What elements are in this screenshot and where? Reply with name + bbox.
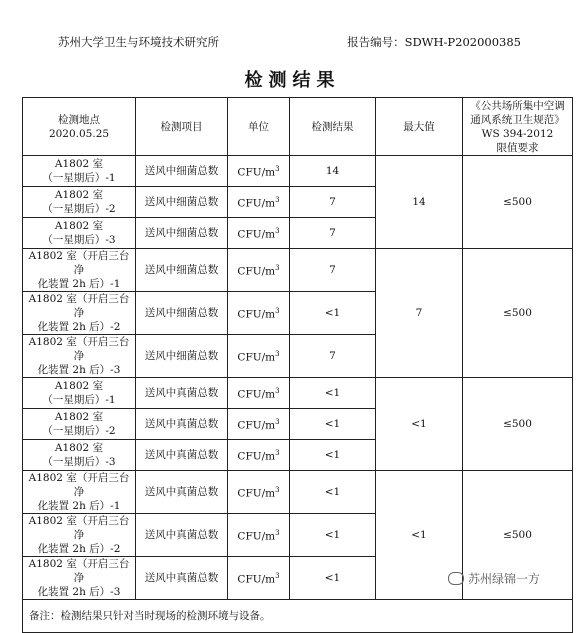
report-header (58, 34, 521, 50)
location-cell: A1802 室 （一星期后）-1 (23, 378, 136, 409)
result-cell: <1 (290, 514, 376, 557)
unit-superscript: 3 (275, 529, 280, 538)
item-cell: 送风中真菌总数 (136, 378, 228, 409)
location-cell: A1802 室 （一星期后）-3 (23, 218, 136, 249)
location-cell: A1802 室 （一星期后）-2 (23, 187, 136, 218)
unit-text: CFU/m (237, 308, 276, 321)
unit-superscript: 3 (275, 196, 280, 205)
table-row (23, 378, 573, 409)
limit-cell: ≤500 (463, 378, 573, 471)
result-cell: 14 (290, 156, 376, 187)
item-cell: 送风中真菌总数 (136, 514, 228, 557)
unit-superscript: 3 (275, 227, 280, 236)
unit-superscript: 3 (275, 165, 280, 174)
unit-cell (228, 471, 290, 514)
unit-cell (228, 409, 290, 440)
col-unit: 单位 (228, 98, 290, 156)
unit-cell (228, 557, 290, 600)
unit-superscript: 3 (275, 264, 280, 273)
location-cell: A1802 室 （一星期后）-1 (23, 156, 136, 187)
result-cell: <1 (290, 471, 376, 514)
max-cell: <1 (376, 471, 463, 600)
item-cell: 送风中真菌总数 (136, 557, 228, 600)
item-cell: 送风中细菌总数 (136, 218, 228, 249)
result-cell: <1 (290, 378, 376, 409)
location-cell: A1802 室（开启三台净 化装置 2h 后）-1 (23, 249, 136, 292)
result-cell: 7 (290, 187, 376, 218)
col-item: 检测项目 (136, 98, 228, 156)
unit-text: CFU/m (237, 450, 276, 463)
unit-text: CFU/m (237, 197, 276, 210)
location-cell: A1802 室（开启三台净 化装置 2h 后）-3 (23, 557, 136, 600)
unit-cell (228, 156, 290, 187)
result-cell: <1 (290, 557, 376, 600)
max-cell: 7 (376, 249, 463, 378)
item-cell: 送风中细菌总数 (136, 156, 228, 187)
unit-cell (228, 335, 290, 378)
unit-text: CFU/m (237, 419, 276, 432)
limit-cell: ≤500 (463, 156, 573, 249)
limit-cell: ≤500 (463, 471, 573, 600)
unit-text: CFU/m (237, 487, 276, 500)
results-table (22, 97, 573, 633)
location-cell: A1802 室（开启三台净 化装置 2h 后）-3 (23, 335, 136, 378)
unit-text: CFU/m (237, 530, 276, 543)
watermark (448, 570, 540, 587)
institute-name: 苏州大学卫生与环境技术研究所 (58, 35, 219, 49)
unit-superscript: 3 (275, 449, 280, 458)
unit-text: CFU/m (237, 228, 276, 241)
page-title: 检测结果 (244, 70, 341, 91)
report-number: 报告编号：SDWH-P202000385 (347, 35, 521, 49)
result-cell: <1 (290, 409, 376, 440)
unit-cell (228, 218, 290, 249)
unit-cell (228, 378, 290, 409)
item-cell: 送风中细菌总数 (136, 292, 228, 335)
table-row (23, 249, 573, 292)
unit-superscript: 3 (275, 387, 280, 396)
table-header-row (23, 98, 573, 156)
result-cell: 7 (290, 335, 376, 378)
result-cell: <1 (290, 292, 376, 335)
wechat-icon (448, 572, 464, 585)
item-cell: 送风中细菌总数 (136, 187, 228, 218)
unit-text: CFU/m (237, 166, 276, 179)
watermark-text: 苏州绿锦一方 (468, 572, 541, 586)
location-cell: A1802 室（开启三台净 化装置 2h 后）-1 (23, 471, 136, 514)
note-row (23, 600, 573, 633)
location-cell: A1802 室 （一星期后）-2 (23, 409, 136, 440)
unit-text: CFU/m (237, 388, 276, 401)
unit-cell (228, 187, 290, 218)
table-row (23, 156, 573, 187)
location-cell: A1802 室（开启三台净 化装置 2h 后）-2 (23, 292, 136, 335)
col-standard: 《公共场所集中空调 通风系统卫生规范》 WS 394-2012 限值要求 (463, 98, 573, 156)
max-cell: 14 (376, 156, 463, 249)
result-cell: 7 (290, 249, 376, 292)
item-cell: 送风中细菌总数 (136, 249, 228, 292)
location-cell: A1802 室 （一星期后）-3 (23, 440, 136, 471)
unit-superscript: 3 (275, 418, 280, 427)
unit-text: CFU/m (237, 573, 276, 586)
unit-cell (228, 514, 290, 557)
max-cell: <1 (376, 378, 463, 471)
limit-cell: ≤500 (463, 249, 573, 378)
item-cell: 送风中真菌总数 (136, 440, 228, 471)
col-max: 最大值 (376, 98, 463, 156)
unit-superscript: 3 (275, 572, 280, 581)
result-cell: <1 (290, 440, 376, 471)
item-cell: 送风中细菌总数 (136, 335, 228, 378)
unit-cell (228, 292, 290, 335)
unit-superscript: 3 (275, 486, 280, 495)
unit-cell (228, 249, 290, 292)
item-cell: 送风中真菌总数 (136, 409, 228, 440)
unit-superscript: 3 (275, 350, 280, 359)
unit-superscript: 3 (275, 307, 280, 316)
location-cell: A1802 室（开启三台净 化装置 2h 后）-2 (23, 514, 136, 557)
col-location: 检测地点 2020.05.25 (23, 98, 136, 156)
unit-text: CFU/m (237, 265, 276, 278)
unit-text: CFU/m (237, 351, 276, 364)
note-text: 备注：检测结果只针对当时现场的检测环境与设备。 (23, 600, 573, 633)
result-cell: 7 (290, 218, 376, 249)
item-cell: 送风中真菌总数 (136, 471, 228, 514)
unit-cell (228, 440, 290, 471)
col-result: 检测结果 (290, 98, 376, 156)
table-row (23, 471, 573, 514)
